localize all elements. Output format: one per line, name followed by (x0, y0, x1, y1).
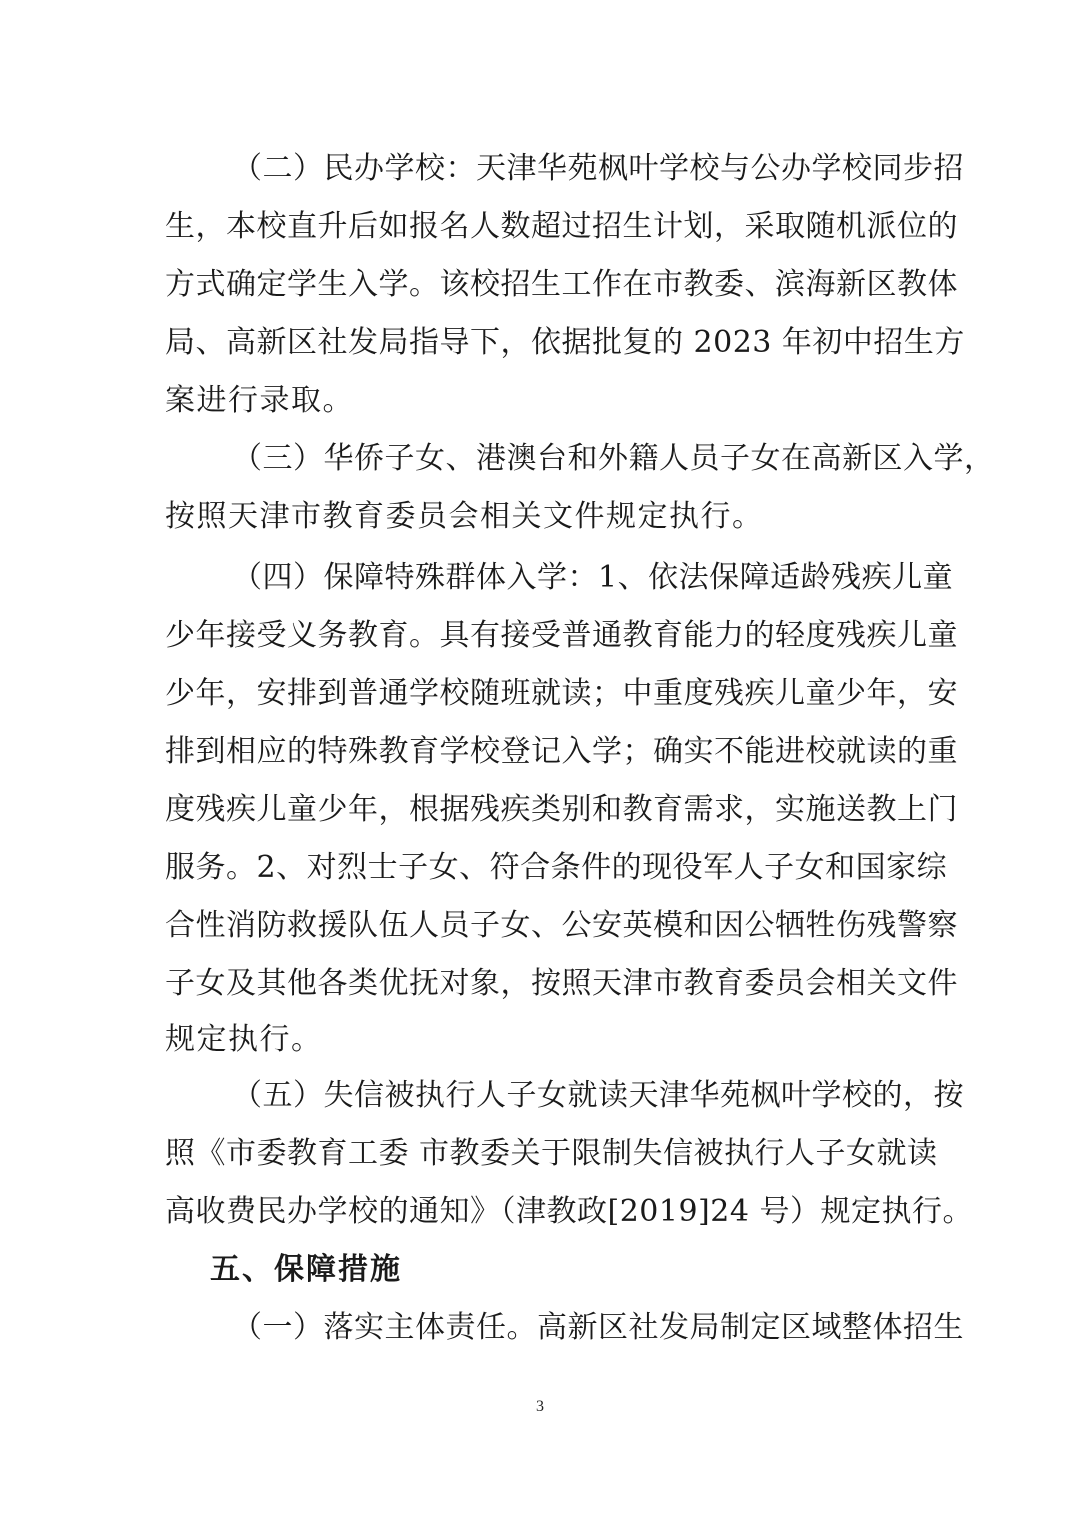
paragraph-4-line-1: （四）保障特殊群体入学：1、依法保障适龄残疾儿童 (232, 560, 954, 595)
paragraph-4-line-6: 服务。2、对烈士子女、符合条件的现役军人子女和国家综 (165, 850, 948, 885)
paragraph-4-line-7: 合性消防救援队伍人员子女、公安英模和因公牺牲伤残警察 (165, 908, 958, 943)
paragraph-3-line-2: 按照天津市教育委员会相关文件规定执行。 (165, 499, 764, 534)
section-heading-safeguards: 五、保障措施 (210, 1252, 402, 1287)
paragraph-3-line-1: （三）华侨子女、港澳台和外籍人员子女在高新区入学， (232, 441, 995, 476)
page-number: 3 (536, 1398, 544, 1415)
paragraph-4-line-5: 度残疾儿童少年，根据残疾类别和教育需求，实施送教上门 (165, 792, 958, 827)
paragraph-5-line-2: 照《市委教育工委 市教委关于限制失信被执行人子女就读 (165, 1136, 938, 1171)
paragraph-2-line-1: （二）民办学校：天津华苑枫叶学校与公办学校同步招 (232, 151, 964, 186)
paragraph-2-line-2: 生，本校直升后如报名人数超过招生计划，采取随机派位的 (165, 209, 958, 244)
paragraph-4-line-3: 少年，安排到普通学校随班就读；中重度残疾儿童少年，安 (165, 676, 958, 711)
paragraph-2-line-3: 方式确定学生入学。该校招生工作在市教委、滨海新区教体 (165, 267, 958, 302)
subsection-1-line-1: （一）落实主体责任。高新区社发局制定区域整体招生 (232, 1310, 964, 1345)
paragraph-4-line-9: 规定执行。 (165, 1022, 323, 1057)
paragraph-5-line-3: 高收费民办学校的通知》（津教政[2019]24 号）规定执行。 (165, 1194, 973, 1229)
paragraph-4-line-4: 排到相应的特殊教育学校登记入学；确实不能进校就读的重 (165, 734, 958, 769)
paragraph-2-line-5: 案进行录取。 (165, 383, 354, 418)
paragraph-4-line-2: 少年接受义务教育。具有接受普通教育能力的轻度残疾儿童 (165, 618, 958, 653)
paragraph-5-line-1: （五）失信被执行人子女就读天津华苑枫叶学校的，按 (232, 1078, 964, 1113)
paragraph-2-line-4: 局、高新区社发局指导下，依据批复的 2023 年初中招生方 (165, 325, 965, 360)
paragraph-4-line-8: 子女及其他各类优抚对象，按照天津市教育委员会相关文件 (165, 966, 958, 1001)
